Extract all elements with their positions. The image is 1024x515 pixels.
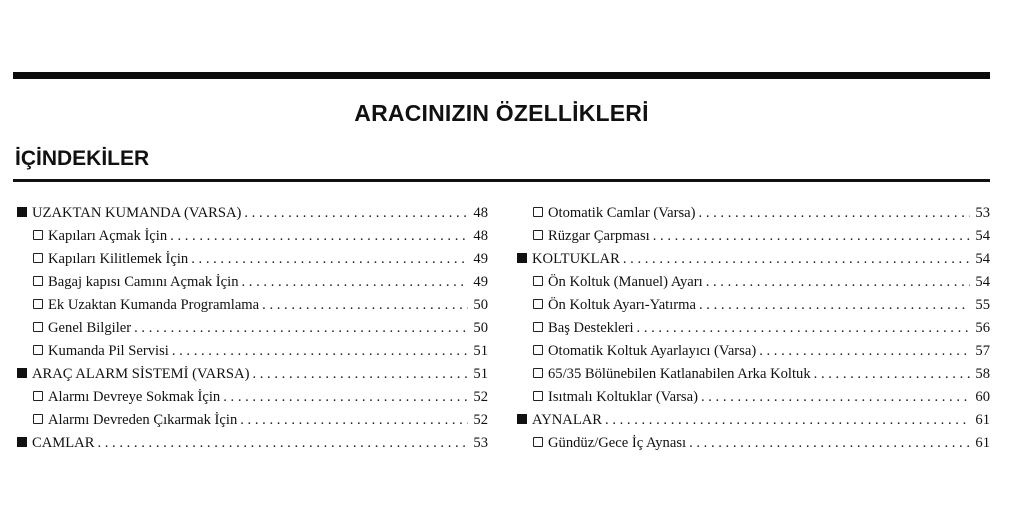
toc-entry-label: KOLTUKLAR — [532, 251, 620, 267]
checkbox-bullet-icon — [33, 230, 43, 240]
toc-entry-page-number: 61 — [975, 412, 990, 428]
toc-entry-label: Kapıları Açmak İçin — [48, 228, 168, 244]
toc-entry-label: Otomatik Koltuk Ayarlayıcı (Varsa) — [548, 343, 757, 359]
toc-entry-label: Otomatik Camlar (Varsa) — [548, 205, 696, 221]
toc-entry — [17, 340, 488, 363]
toc-entry-label: Ek Uzaktan Kumanda Programlama — [48, 297, 260, 313]
toc-entry-label: AYNALAR — [532, 412, 603, 428]
dot-leader — [623, 248, 970, 271]
dot-leader — [240, 409, 468, 432]
dot-leader — [605, 409, 970, 432]
checkbox-bullet-icon — [533, 230, 543, 240]
toc-entry — [517, 432, 990, 455]
checkbox-bullet-icon — [533, 207, 543, 217]
dot-leader — [244, 202, 468, 225]
toc-entry — [17, 409, 488, 432]
toc-entry — [517, 409, 990, 432]
toc-entry — [517, 363, 990, 386]
toc-entry-page-number: 58 — [975, 366, 990, 382]
toc-entry-label: ARAÇ ALARM SİSTEMİ (VARSA) — [32, 366, 250, 382]
toc-entry-label: Ön Koltuk Ayarı-Yatırma — [548, 297, 696, 313]
checkbox-bullet-icon — [533, 391, 543, 401]
toc-entry-label: Alarmı Devreden Çıkarmak İçin — [48, 412, 238, 428]
dot-leader — [637, 317, 970, 340]
toc-entry-page-number: 61 — [975, 435, 990, 451]
toc-entry — [17, 363, 488, 386]
toc-entry — [17, 317, 488, 340]
toc-entry-page-number: 49 — [473, 251, 488, 267]
toc-entry — [517, 386, 990, 409]
toc-entry — [517, 294, 990, 317]
checkbox-bullet-icon — [533, 345, 543, 355]
toc-entry-label: Genel Bilgiler — [48, 320, 132, 336]
toc-entry-page-number: 49 — [473, 274, 488, 290]
dot-leader — [134, 317, 468, 340]
toc-entry — [517, 271, 990, 294]
toc-entry-page-number: 57 — [975, 343, 990, 359]
toc-entry-page-number: 60 — [975, 389, 990, 405]
checkbox-bullet-icon — [33, 391, 43, 401]
toc-entry-page-number: 56 — [975, 320, 990, 336]
checkbox-bullet-icon — [533, 437, 543, 447]
dot-leader — [97, 432, 468, 455]
toc-entry-page-number: 50 — [473, 297, 488, 313]
dot-leader — [814, 363, 970, 386]
dot-leader — [223, 386, 468, 409]
filled-square-bullet-icon — [17, 368, 27, 378]
toc-entry-page-number: 51 — [473, 366, 488, 382]
toc-entry — [17, 294, 488, 317]
dot-leader — [262, 294, 468, 317]
toc-entry-label: Baş Destekleri — [548, 320, 634, 336]
checkbox-bullet-icon — [533, 368, 543, 378]
filled-square-bullet-icon — [17, 437, 27, 447]
section-rule — [13, 179, 990, 182]
toc-entry-page-number: 54 — [975, 228, 990, 244]
checkbox-bullet-icon — [33, 253, 43, 263]
toc-entry-page-number: 50 — [473, 320, 488, 336]
toc-entry — [517, 225, 990, 248]
toc-entry-label: Kumanda Pil Servisi — [48, 343, 169, 359]
toc-entry — [517, 340, 990, 363]
toc-entry — [517, 317, 990, 340]
top-rule — [13, 72, 990, 79]
toc-entry-label: Kapıları Kilitlemek İçin — [48, 251, 189, 267]
toc-entry — [17, 202, 488, 225]
toc-entry-page-number: 53 — [473, 435, 488, 451]
toc-entry-page-number: 51 — [473, 343, 488, 359]
toc-entry — [17, 225, 488, 248]
filled-square-bullet-icon — [17, 207, 27, 217]
toc-entry-label: Ön Koltuk (Manuel) Ayarı — [548, 274, 703, 290]
dot-leader — [759, 340, 970, 363]
section-title: İÇİNDEKİLER — [15, 147, 150, 170]
checkbox-bullet-icon — [533, 322, 543, 332]
toc-entry-page-number: 48 — [473, 228, 488, 244]
checkbox-bullet-icon — [33, 276, 43, 286]
page-title: ARACINIZIN ÖZELLİKLERİ — [354, 100, 649, 126]
dot-leader — [653, 225, 970, 248]
toc-entry-label: Rüzgar Çarpması — [548, 228, 650, 244]
toc-entry-page-number: 54 — [975, 251, 990, 267]
toc-entry — [17, 386, 488, 409]
toc-entry-page-number: 55 — [975, 297, 990, 313]
toc-entry — [17, 271, 488, 294]
toc-entry-page-number: 52 — [473, 412, 488, 428]
checkbox-bullet-icon — [33, 299, 43, 309]
checkbox-bullet-icon — [33, 322, 43, 332]
toc-entry-label: UZAKTAN KUMANDA (VARSA) — [32, 205, 242, 221]
toc-entry-page-number: 53 — [975, 205, 990, 221]
toc-entry-label: Bagaj kapısı Camını Açmak İçin — [48, 274, 239, 290]
dot-leader — [252, 363, 468, 386]
dot-leader — [191, 248, 468, 271]
dot-leader — [706, 271, 970, 294]
toc-entry — [17, 432, 488, 455]
toc-right-column — [517, 202, 990, 455]
toc-entry-label: Isıtmalı Koltuklar (Varsa) — [548, 389, 698, 405]
toc-left-column — [17, 202, 488, 455]
dot-leader — [242, 271, 469, 294]
filled-square-bullet-icon — [517, 253, 527, 263]
toc-entry — [17, 248, 488, 271]
toc-entry — [517, 202, 990, 225]
toc-entry-label: Gündüz/Gece İç Aynası — [548, 435, 687, 451]
toc-entry-page-number: 54 — [975, 274, 990, 290]
toc-entry-label: Alarmı Devreye Sokmak İçin — [48, 389, 221, 405]
dot-leader — [699, 294, 970, 317]
checkbox-bullet-icon — [533, 299, 543, 309]
dot-leader — [689, 432, 970, 455]
toc-entry-page-number: 48 — [473, 205, 488, 221]
toc-entry-label: CAMLAR — [32, 435, 95, 451]
dot-leader — [172, 340, 468, 363]
toc-entry-page-number: 52 — [473, 389, 488, 405]
filled-square-bullet-icon — [517, 414, 527, 424]
checkbox-bullet-icon — [33, 345, 43, 355]
checkbox-bullet-icon — [533, 276, 543, 286]
dot-leader — [170, 225, 468, 248]
toc-entry-label: 65/35 Bölünebilen Katlanabilen Arka Koltuk — [548, 366, 811, 382]
dot-leader — [701, 386, 970, 409]
toc-entry — [517, 248, 990, 271]
dot-leader — [699, 202, 970, 225]
checkbox-bullet-icon — [33, 414, 43, 424]
